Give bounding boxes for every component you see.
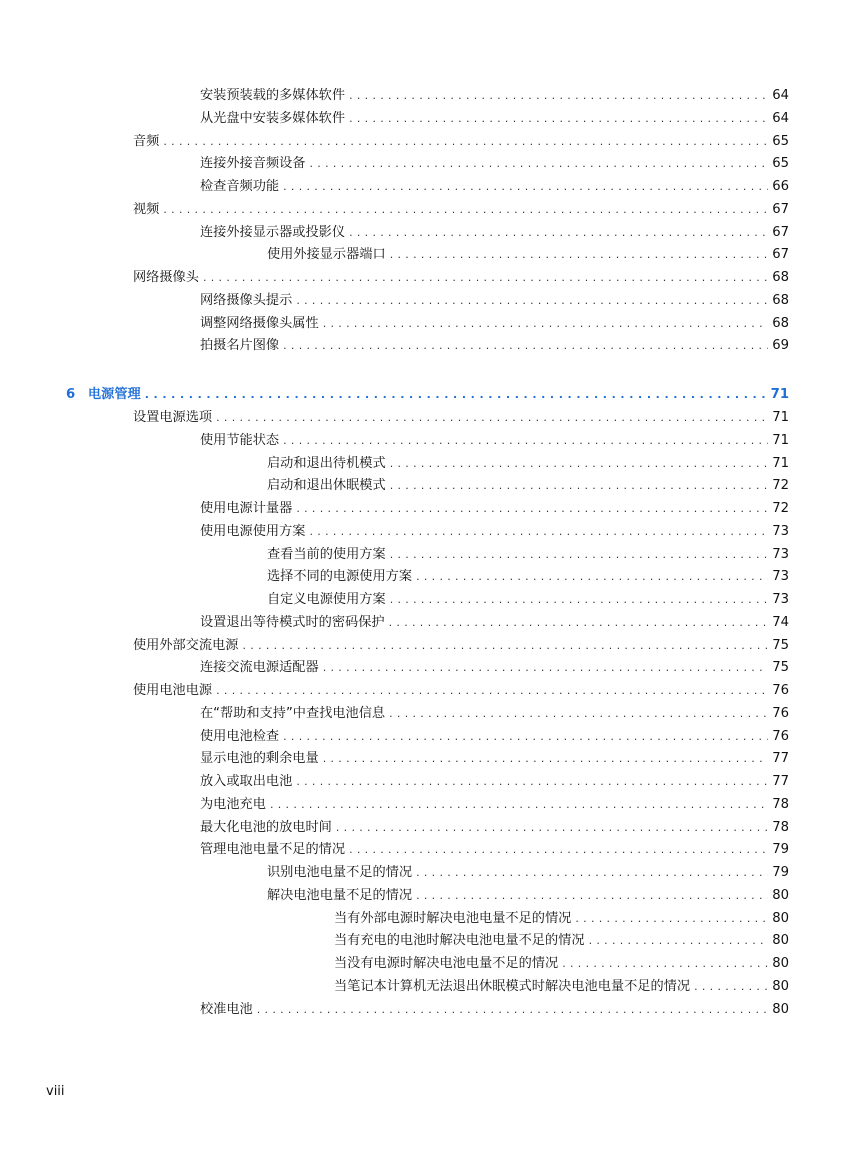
toc-entry-title: 网络摄像头 bbox=[133, 270, 199, 285]
dot-leader bbox=[323, 314, 769, 334]
toc-entry[interactable] bbox=[200, 772, 789, 792]
toc-entry[interactable] bbox=[200, 749, 789, 769]
toc-entry[interactable] bbox=[267, 245, 789, 265]
toc-page-number: 71 bbox=[772, 432, 789, 448]
dot-leader bbox=[589, 931, 769, 951]
toc-page-number: 68 bbox=[772, 270, 789, 285]
page-number-footer: viii bbox=[46, 1084, 65, 1099]
toc-entry-title: 连接外接音频设备 bbox=[200, 156, 306, 172]
toc-entry-title: 启动和退出待机模式 bbox=[267, 455, 386, 471]
toc-page-number: 65 bbox=[772, 133, 789, 149]
toc-entry[interactable] bbox=[267, 886, 789, 906]
toc-page-number: 77 bbox=[772, 751, 789, 767]
toc-entry[interactable] bbox=[133, 200, 789, 220]
dot-leader bbox=[349, 840, 768, 860]
toc-entry-title: 使用电源计量器 bbox=[200, 501, 293, 516]
toc-entry[interactable] bbox=[267, 454, 789, 474]
toc-entry-title: 设置退出等待模式时的密码保护 bbox=[200, 614, 385, 630]
toc-entry-title: 使用节能状态 bbox=[200, 432, 280, 448]
toc-entry[interactable] bbox=[200, 109, 789, 129]
toc-page-number: 80 bbox=[772, 1001, 789, 1017]
toc-entry-title: 选择不同的电源使用方案 bbox=[267, 569, 413, 585]
toc-entry[interactable] bbox=[133, 268, 789, 288]
toc-entry-title: 电源管理 bbox=[88, 387, 141, 402]
dot-leader bbox=[336, 818, 768, 838]
toc-entry[interactable] bbox=[200, 314, 789, 334]
toc-page-number: 67 bbox=[772, 201, 789, 217]
toc-entry-title: 当有充电的电池时解决电池电量不足的情况 bbox=[334, 933, 585, 949]
toc-entry[interactable] bbox=[200, 336, 789, 356]
dot-leader bbox=[694, 977, 768, 997]
toc-entry[interactable] bbox=[267, 545, 789, 565]
dot-leader bbox=[270, 795, 768, 815]
toc-entry-title: 网络摄像头提示 bbox=[200, 292, 293, 308]
toc-entry[interactable] bbox=[334, 909, 789, 929]
toc-page-number: 76 bbox=[772, 683, 789, 698]
dot-leader bbox=[390, 245, 769, 265]
toc-page-number: 73 bbox=[772, 546, 789, 562]
toc-entry-title: 拍摄名片图像 bbox=[200, 338, 280, 354]
toc-entry-title: 安装预装载的多媒体软件 bbox=[200, 88, 346, 103]
toc-page-number: 71 bbox=[772, 455, 789, 471]
toc-page-number: 65 bbox=[772, 156, 789, 172]
toc-entry-title: 自定义电源使用方案 bbox=[267, 592, 386, 607]
toc-entry[interactable] bbox=[200, 291, 789, 311]
toc-page-number: 68 bbox=[772, 292, 789, 308]
toc-page-number: 80 bbox=[772, 887, 789, 903]
dot-leader bbox=[390, 454, 769, 474]
toc-page-number: 71 bbox=[770, 387, 789, 402]
toc-entry-title: 使用电池检查 bbox=[200, 728, 280, 744]
toc-page-number: 72 bbox=[772, 478, 789, 494]
toc-entry-title: 当没有电源时解决电池电量不足的情况 bbox=[334, 956, 559, 971]
dot-leader bbox=[349, 86, 768, 106]
dot-leader bbox=[296, 772, 768, 792]
toc-entry[interactable] bbox=[133, 132, 789, 152]
toc-entry-title: 检查音频功能 bbox=[200, 179, 280, 194]
toc-entry-title: 识别电池电量不足的情况 bbox=[267, 865, 413, 880]
toc-entry-title: 校准电池 bbox=[200, 1001, 253, 1017]
dot-leader bbox=[243, 636, 769, 656]
toc-entry-title: 使用电源使用方案 bbox=[200, 523, 306, 539]
dot-leader bbox=[283, 431, 768, 451]
toc-entry[interactable] bbox=[200, 86, 789, 106]
dot-leader bbox=[296, 499, 768, 519]
toc-entry-title: 为电池充电 bbox=[200, 796, 266, 812]
toc-entry[interactable] bbox=[267, 476, 789, 496]
toc-entry[interactable] bbox=[200, 704, 789, 724]
dot-leader bbox=[257, 1000, 768, 1020]
dot-leader bbox=[416, 886, 768, 906]
dot-leader bbox=[323, 749, 769, 769]
toc-page-number: 77 bbox=[772, 774, 789, 789]
toc-entry[interactable] bbox=[133, 636, 789, 656]
toc-page-number: 76 bbox=[772, 705, 789, 721]
toc-page-number: 80 bbox=[772, 978, 789, 994]
dot-leader bbox=[416, 863, 768, 883]
toc-chapter-entry[interactable] bbox=[66, 385, 789, 405]
toc-entry-title: 连接外接显示器或投影仪 bbox=[200, 224, 346, 240]
toc-chapter-number: 6 bbox=[66, 387, 76, 402]
toc-entry[interactable] bbox=[200, 431, 789, 451]
toc-page-number: 79 bbox=[772, 842, 789, 858]
toc-page-number: 76 bbox=[772, 728, 789, 744]
toc-entry[interactable] bbox=[200, 658, 789, 678]
toc-page-number: 78 bbox=[772, 796, 789, 812]
toc-entry[interactable] bbox=[334, 954, 789, 974]
toc-page-number: 73 bbox=[772, 569, 789, 585]
toc-page-number: 64 bbox=[772, 110, 789, 126]
dot-leader bbox=[145, 385, 767, 405]
dot-leader bbox=[390, 476, 769, 496]
toc-entry-title: 音频 bbox=[133, 133, 160, 149]
dot-leader bbox=[216, 681, 768, 701]
toc-page-number: 73 bbox=[772, 523, 789, 539]
toc-page-number: 71 bbox=[772, 410, 789, 425]
toc-entry-title: 设置电源选项 bbox=[133, 410, 213, 425]
dot-leader bbox=[349, 223, 768, 243]
toc-entry[interactable] bbox=[200, 840, 789, 860]
toc-entry[interactable] bbox=[200, 727, 789, 747]
dot-leader bbox=[283, 177, 768, 197]
dot-leader bbox=[416, 567, 768, 587]
toc-entry-title: 最大化电池的放电时间 bbox=[200, 819, 332, 835]
toc-entry-title: 从光盘中安装多媒体软件 bbox=[200, 110, 346, 126]
dot-leader bbox=[562, 954, 768, 974]
toc-entry-title: 查看当前的使用方案 bbox=[267, 546, 386, 562]
toc-page-number: 66 bbox=[772, 179, 789, 194]
toc-entry[interactable] bbox=[200, 818, 789, 838]
toc-page-number: 75 bbox=[772, 637, 789, 653]
dot-leader bbox=[203, 268, 768, 288]
toc-page-number: 79 bbox=[772, 865, 789, 880]
toc-entry-title: 显示电池的剩余电量 bbox=[200, 751, 319, 767]
toc-entry[interactable] bbox=[267, 590, 789, 610]
toc-entry[interactable] bbox=[200, 223, 789, 243]
toc-entry[interactable] bbox=[334, 931, 789, 951]
toc-entry[interactable] bbox=[200, 522, 789, 542]
toc-page-number: 72 bbox=[772, 501, 789, 516]
toc-entry-title: 放入或取出电池 bbox=[200, 774, 293, 789]
toc-entry-title: 在“帮助和支持”中查找电池信息 bbox=[200, 705, 386, 721]
dot-leader bbox=[283, 336, 768, 356]
dot-leader bbox=[575, 909, 768, 929]
dot-leader bbox=[310, 154, 769, 174]
toc-page-number: 68 bbox=[772, 315, 789, 331]
toc-page-number: 75 bbox=[772, 660, 789, 676]
toc-entry[interactable] bbox=[200, 499, 789, 519]
toc-page-number: 80 bbox=[772, 956, 789, 971]
dot-leader bbox=[389, 613, 769, 633]
dot-leader bbox=[349, 109, 768, 129]
toc-entry[interactable] bbox=[133, 681, 789, 701]
dot-leader bbox=[323, 658, 769, 678]
dot-leader bbox=[389, 704, 768, 724]
dot-leader bbox=[310, 522, 769, 542]
toc-page-number: 64 bbox=[772, 88, 789, 103]
toc-entry-title: 使用电池电源 bbox=[133, 683, 213, 698]
toc-page-number: 78 bbox=[772, 819, 789, 835]
toc-entry[interactable] bbox=[200, 613, 789, 633]
toc-entry-title: 调整网络摄像头属性 bbox=[200, 315, 319, 331]
toc-entry-title: 使用外接显示器端口 bbox=[267, 247, 386, 263]
toc-entry-title: 启动和退出休眠模式 bbox=[267, 478, 386, 494]
toc-page-number: 67 bbox=[772, 224, 789, 240]
toc-entry[interactable] bbox=[267, 567, 789, 587]
toc-entry[interactable] bbox=[200, 177, 789, 197]
toc-entry-title: 视频 bbox=[133, 201, 160, 217]
toc-page-number: 69 bbox=[772, 338, 789, 354]
toc-entry-title: 当笔记本计算机无法退出休眠模式时解决电池电量不足的情况 bbox=[334, 978, 691, 994]
toc-page-number: 74 bbox=[772, 614, 789, 630]
toc-entry-title: 使用外部交流电源 bbox=[133, 637, 239, 653]
toc-entry-title: 当有外部电源时解决电池电量不足的情况 bbox=[334, 910, 572, 926]
toc-entry-title: 连接交流电源适配器 bbox=[200, 660, 319, 676]
toc-entry[interactable] bbox=[267, 863, 789, 883]
dot-leader bbox=[390, 590, 769, 610]
dot-leader bbox=[283, 727, 768, 747]
toc-entry[interactable] bbox=[200, 795, 789, 815]
toc-page-number: 80 bbox=[772, 910, 789, 926]
dot-leader bbox=[296, 291, 768, 311]
toc-entry-title: 解决电池电量不足的情况 bbox=[267, 887, 413, 903]
toc-page-number: 80 bbox=[772, 933, 789, 949]
toc-entry[interactable] bbox=[200, 154, 789, 174]
toc-entry[interactable] bbox=[200, 1000, 789, 1020]
toc-page-number: 73 bbox=[772, 592, 789, 607]
dot-leader bbox=[163, 132, 768, 152]
toc-entry[interactable] bbox=[334, 977, 789, 997]
dot-leader bbox=[390, 545, 769, 565]
dot-leader bbox=[163, 200, 768, 220]
toc-page-number: 67 bbox=[772, 247, 789, 263]
dot-leader bbox=[216, 408, 768, 428]
toc-entry[interactable] bbox=[133, 408, 789, 428]
toc-entry-title: 管理电池电量不足的情况 bbox=[200, 842, 346, 858]
